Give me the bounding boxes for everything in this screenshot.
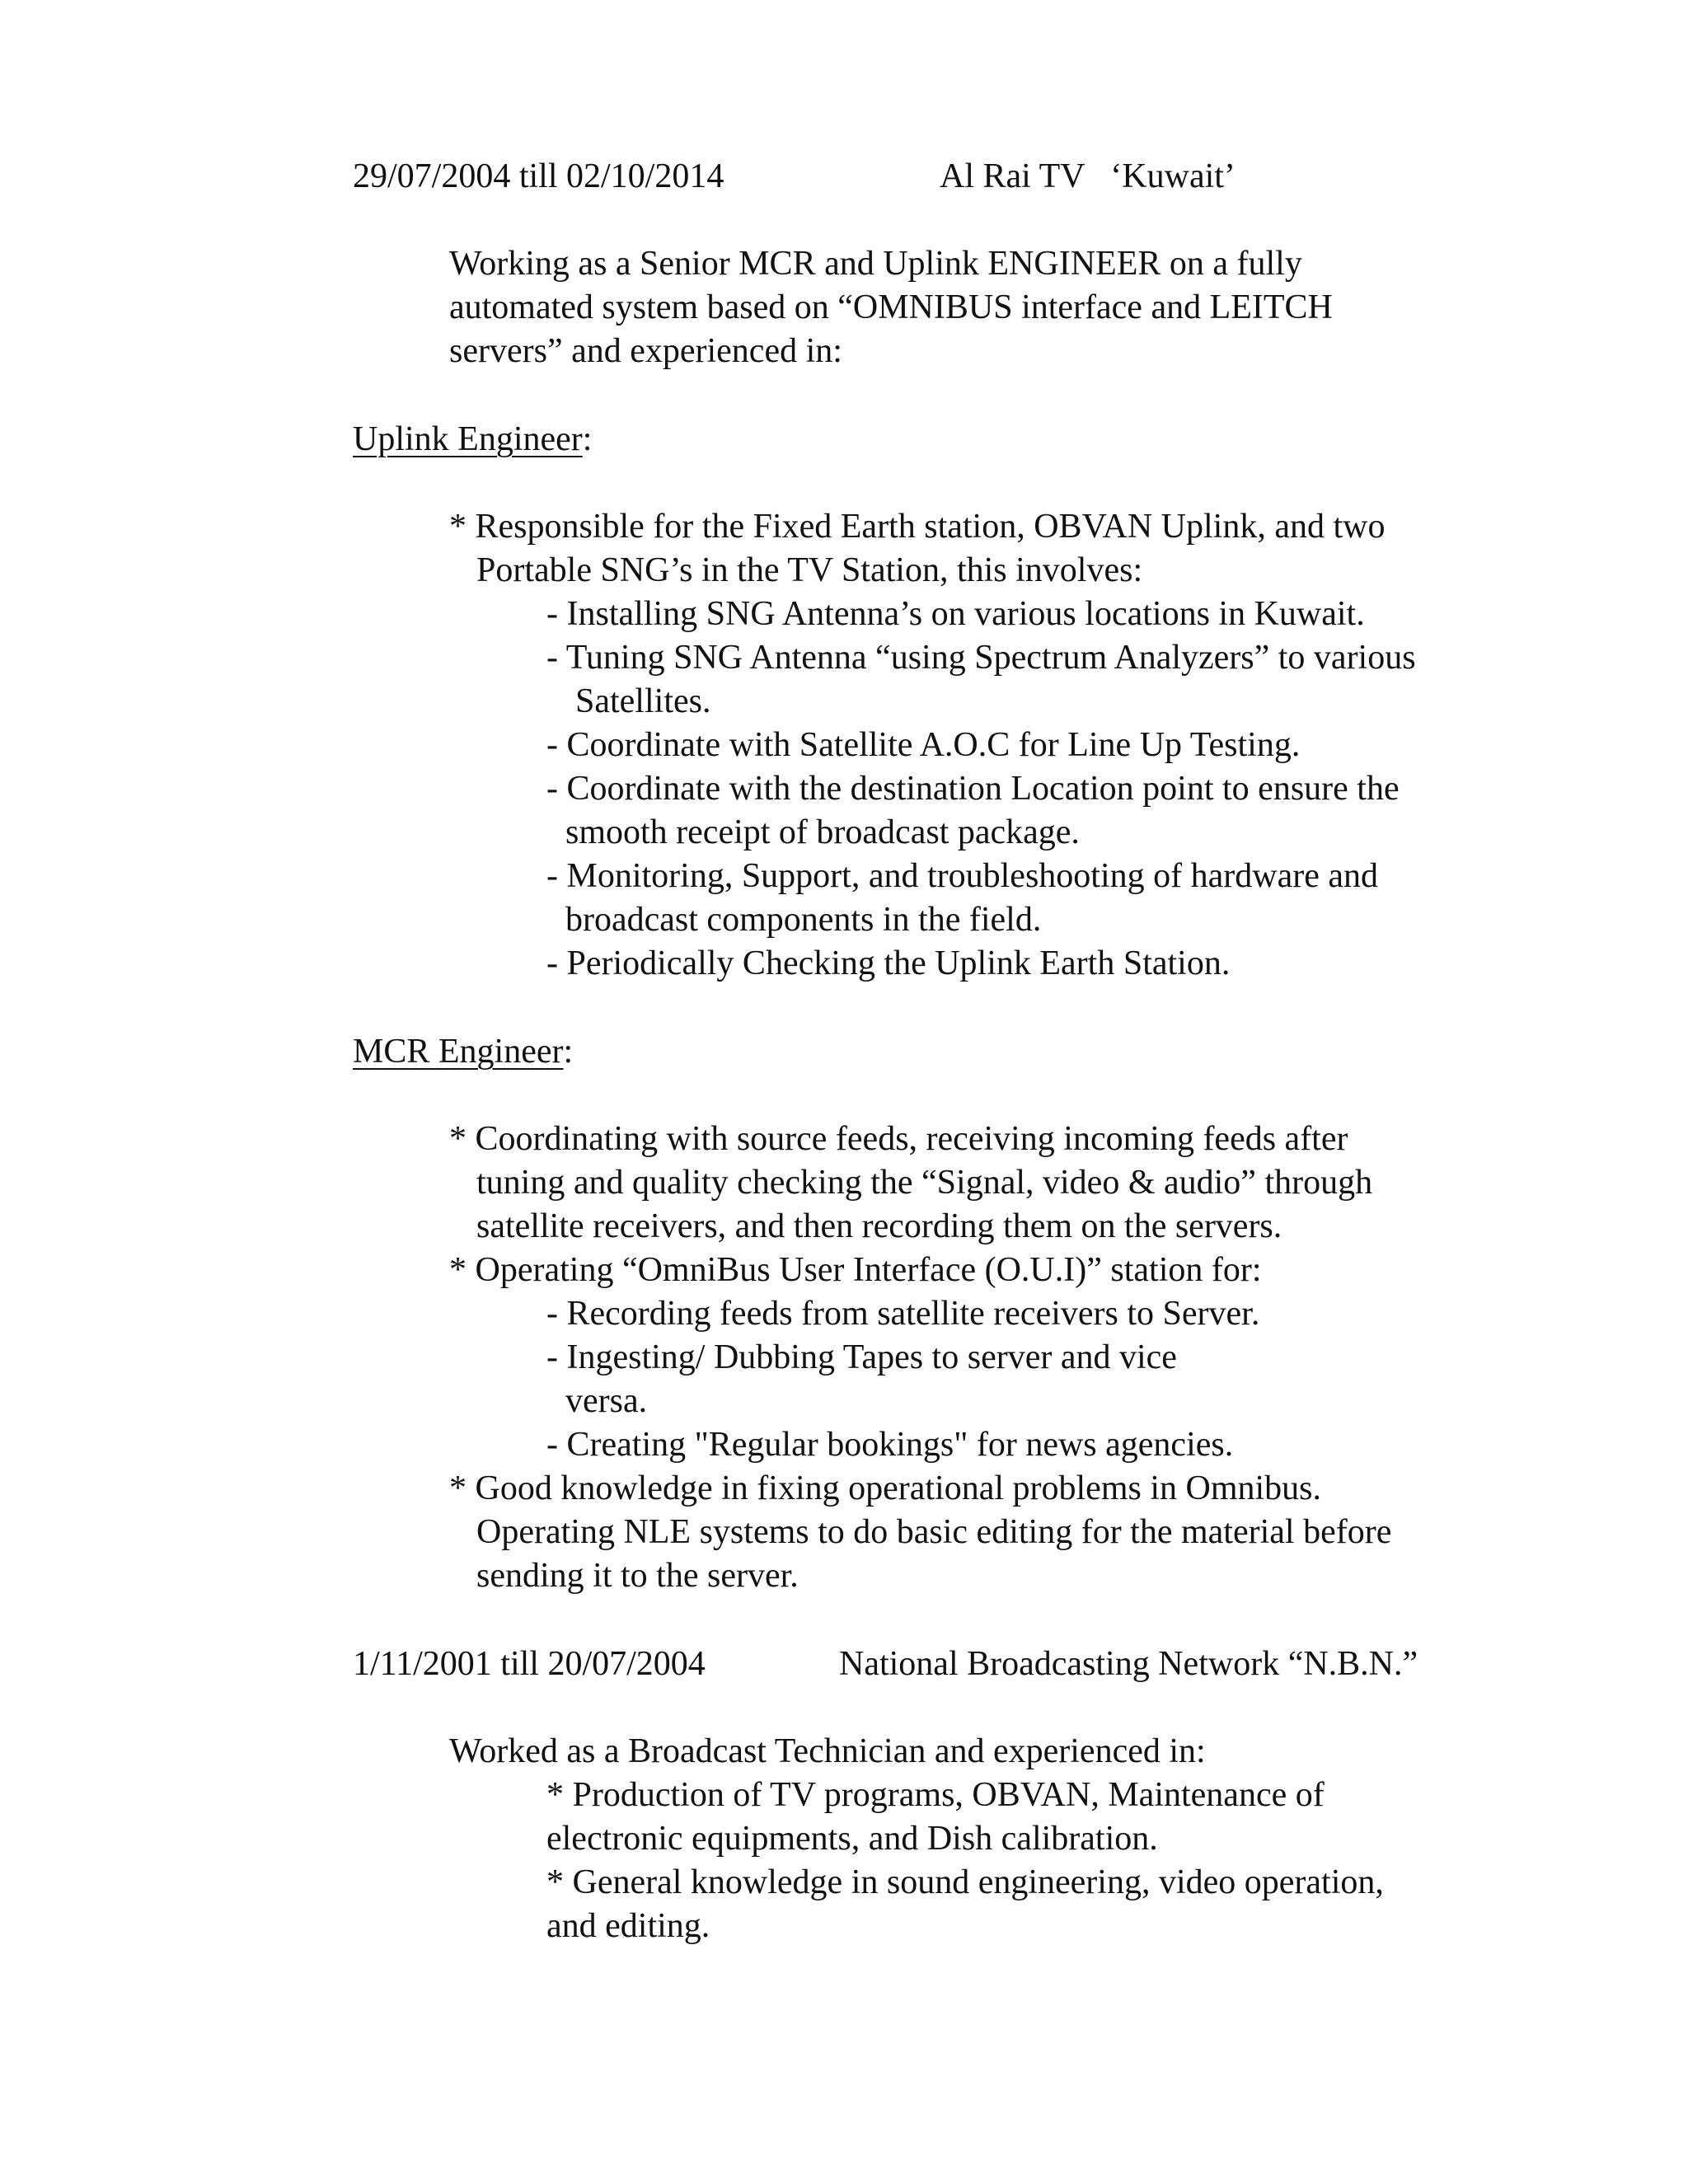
mcr-line: sending it to the server. (476, 1557, 799, 1595)
mcr-line: - Recording feeds from satellite receivers to Server. (546, 1295, 1260, 1333)
mcr-line: * Coordinating with source feeds, receiving incoming feeds after (449, 1120, 1348, 1158)
uplink-engineer-heading (353, 418, 592, 462)
mcr-heading-colon: : (563, 1033, 574, 1071)
mcr-line: tuning and quality checking the “Signal, video & audio” through (476, 1164, 1373, 1202)
mcr-engineer-heading (353, 1030, 573, 1074)
uplink-heading-colon: : (582, 420, 593, 458)
mcr-line: versa. (565, 1382, 648, 1420)
job1-employer: Al Rai TV ‘Kuwait’ (940, 157, 1236, 195)
job2-line: * General knowledge in sound engineering, video operation, (546, 1863, 1384, 1901)
job1-intro-line: servers” and experienced in: (449, 332, 842, 370)
mcr-line: satellite receivers, and then recording them on the servers. (476, 1207, 1282, 1245)
mcr-line: Operating NLE systems to do basic editing for the material before (476, 1513, 1392, 1551)
job2-line: electronic equipments, and Dish calibration. (546, 1820, 1158, 1858)
mcr-line: - Ingesting/ Dubbing Tapes to server and vice (546, 1338, 1177, 1376)
uplink-bullet-line: Portable SNG’s in the TV Station, this involves: (476, 551, 1143, 589)
job1-intro-line: automated system based on “OMNIBUS interface and LEITCH (449, 288, 1333, 326)
uplink-sub-item: - Coordinate with the destination Location point to ensure the (546, 770, 1400, 808)
job1-dates: 29/07/2004 till 02/10/2014 (353, 157, 724, 195)
uplink-sub-item: - Installing SNG Antenna’s on various locations in Kuwait. (546, 595, 1365, 633)
job1-intro-line: Working as a Senior MCR and Uplink ENGINEER on a fully (449, 245, 1302, 283)
uplink-sub-item: - Tuning SNG Antenna “using Spectrum Analyzers” to various (546, 639, 1416, 677)
uplink-sub-item: - Coordinate with Satellite A.O.C for Line Up Testing. (546, 726, 1301, 764)
job2-line: * Production of TV programs, OBVAN, Maintenance of (546, 1776, 1325, 1814)
mcr-line: * Operating “OmniBus User Interface (O.U.I)” station for: (449, 1251, 1262, 1289)
mcr-line: * Good knowledge in fixing operational problems in Omnibus. (449, 1469, 1322, 1507)
uplink-heading-text: Uplink Engineer (353, 420, 583, 458)
uplink-sub-item: smooth receipt of broadcast package. (565, 813, 1080, 851)
mcr-heading-text: MCR Engineer (353, 1033, 564, 1071)
job2-intro: Worked as a Broadcast Technician and experienced in: (449, 1732, 1206, 1770)
job2-dates: 1/11/2001 till 20/07/2004 (353, 1645, 706, 1683)
job2-employer: National Broadcasting Network “N.B.N.” (839, 1645, 1418, 1683)
uplink-sub-item: Satellites. (575, 682, 711, 720)
uplink-sub-item: broadcast components in the field. (565, 901, 1042, 939)
uplink-sub-item: - Periodically Checking the Uplink Earth Station. (546, 944, 1231, 982)
uplink-bullet-line: * Responsible for the Fixed Earth station, OBVAN Uplink, and two (449, 508, 1386, 546)
job2-line: and editing. (546, 1907, 710, 1945)
uplink-sub-item: - Monitoring, Support, and troubleshooting of hardware and (546, 857, 1378, 895)
mcr-line: - Creating "Regular bookings" for news agencies. (546, 1426, 1234, 1464)
